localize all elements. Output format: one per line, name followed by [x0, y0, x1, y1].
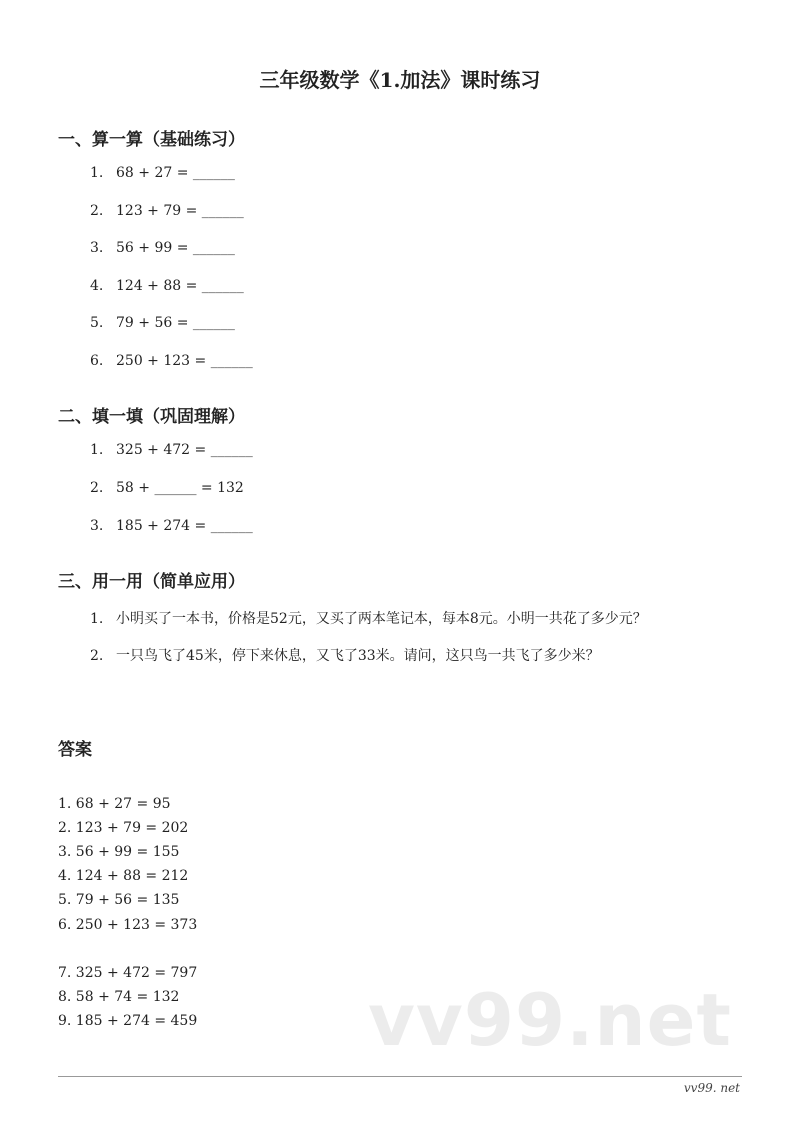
- answer-line: 7. 325 + 472 = 797: [58, 965, 198, 981]
- question: [90, 480, 244, 496]
- answer-line: 8. 58 + 74 = 132: [58, 989, 180, 1005]
- page-title: 三年级数学《1.加法》课时练习: [259, 68, 541, 92]
- question-text: 79 + 56 = ______: [116, 315, 235, 331]
- answer-line: 4. 124 + 88 = 212: [58, 868, 189, 884]
- question-number: 1.: [90, 611, 104, 627]
- question-text: 一只鸟飞了45米，停下来休息，又飞了33米。请问，这只鸟一共飞了多少米？: [116, 648, 600, 664]
- question-text: 68 + 27 = ______: [116, 165, 235, 181]
- section-2-heading: 二、填一填（巩固理解）: [58, 407, 245, 427]
- question: [90, 608, 647, 628]
- question: [90, 203, 244, 219]
- question-text: 58 + ______ = 132: [116, 480, 244, 496]
- question-text: 250 + 123 = ______: [116, 353, 253, 369]
- question-text: 小明买了一本书，价格是52元，又买了两本笔记本，每本8元。小明一共花了多少元？: [116, 611, 647, 627]
- footer-site: vv99. net: [683, 1081, 740, 1095]
- question-text: 185 + 274 = ______: [116, 518, 253, 534]
- question-number: 4.: [90, 278, 104, 294]
- question: [90, 240, 235, 256]
- question: [90, 315, 235, 331]
- answer-line: 5. 79 + 56 = 135: [58, 892, 180, 908]
- section-1-heading: 一、算一算（基础练习）: [58, 130, 245, 150]
- question: [90, 442, 253, 458]
- answer-line: 1. 68 + 27 = 95: [58, 796, 171, 812]
- question: [90, 278, 244, 294]
- answer-line: 3. 56 + 99 = 155: [58, 844, 180, 860]
- answer-line: 9. 185 + 274 = 459: [58, 1013, 198, 1029]
- answers-heading: 答案: [58, 740, 92, 760]
- question-text: 123 + 79 = ______: [116, 203, 244, 219]
- question-number: 5.: [90, 315, 104, 331]
- question-number: 2.: [90, 648, 104, 664]
- question-number: 2.: [90, 480, 104, 496]
- answer-line: 6. 250 + 123 = 373: [58, 917, 198, 933]
- question-text: 56 + 99 = ______: [116, 240, 235, 256]
- footer-divider: [58, 1076, 742, 1077]
- question: [90, 518, 253, 534]
- question-number: 6.: [90, 353, 104, 369]
- question-text: 325 + 472 = ______: [116, 442, 253, 458]
- watermark: vv99.net: [368, 978, 732, 1062]
- question-number: 2.: [90, 203, 104, 219]
- question-number: 1.: [90, 165, 104, 181]
- question: [90, 353, 253, 369]
- question-number: 1.: [90, 442, 104, 458]
- question-text: 124 + 88 = ______: [116, 278, 244, 294]
- question-number: 3.: [90, 240, 104, 256]
- answer-line: 2. 123 + 79 = 202: [58, 820, 189, 836]
- question-number: 3.: [90, 518, 104, 534]
- section-3-heading: 三、用一用（简单应用）: [58, 572, 245, 592]
- question: [90, 645, 600, 665]
- question: [90, 165, 235, 181]
